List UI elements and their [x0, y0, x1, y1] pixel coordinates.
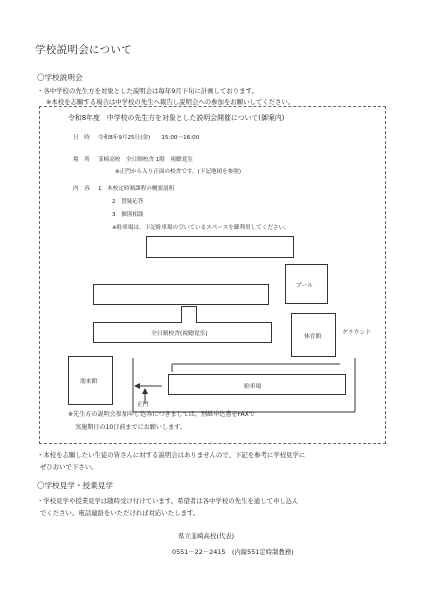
- place-label: 場 所: [73, 157, 90, 163]
- date-value: 令和8年9月25日(金) 15:00～16:00: [98, 135, 200, 141]
- map-ground-label: グラウンド: [342, 330, 371, 336]
- content-label: 内 容: [73, 186, 90, 192]
- after-note-line2: ぜひおいで下さい。: [40, 463, 98, 471]
- briefing-note: ※本校を志願する場合は中学校の先生へ報告し説明会への参加をお願いしてください。: [46, 98, 295, 106]
- map-hall-label: 朋来館: [80, 379, 98, 385]
- content-item-2: 2 質疑応答: [112, 199, 144, 205]
- map-gate-label: 正門: [137, 402, 149, 408]
- apply-note-line2: 実施期日の10日前までにお願いします。: [75, 424, 186, 431]
- content-item-1: 1 本校定時制課程の概要説明: [98, 186, 175, 192]
- place-value: 韮崎高校 全日制校舎 1階 視聴覚室: [98, 157, 193, 163]
- section-heading-visit: 〇学校見学・授業見学: [37, 481, 113, 490]
- contact-phone: 0551－22－2415 (内線551定時制教務): [172, 548, 294, 556]
- map-main-building-label: 全日制校舎(視聴覚室): [151, 331, 208, 337]
- visit-line2: でください。電話連絡をいただければ対応いたします。: [40, 509, 200, 517]
- map-pool-label: プール: [296, 283, 314, 289]
- parking-note: ※駐車場は、下記駐車場の空いているスペースを御利用してください。: [112, 225, 290, 231]
- date-label: 日 時: [73, 135, 90, 141]
- briefing-bullet: ・各中学校の先生方を対象とした説明会は毎年9月下旬に計画しております。: [37, 87, 258, 95]
- map-parking-label: 駐車場: [244, 384, 262, 390]
- place-note: ※正門から入り正面の校舎です。(下記地図を参照): [115, 169, 242, 175]
- after-note-line1: ・本校を志願したい生徒の皆さんに対する説明会はありませんので、下記を参考に学校見学に: [37, 451, 306, 459]
- page-title: 学校説明会について: [35, 44, 132, 56]
- notice-heading: 令和8年度 中学校の先生方を対象とした説明会開催について(御案内): [68, 114, 285, 122]
- content-item-3: 3 個別相談: [112, 212, 144, 218]
- contact-school: 県立韮崎高校(代表): [178, 532, 235, 540]
- section-heading-briefing: 〇学校説明会: [37, 73, 83, 82]
- apply-note-line1: ※先生方の説明会参加申し込みにつきましては、別紙申込書をFAXで: [68, 411, 255, 418]
- visit-line1: ・学校見学や授業見学は随時受け付けています。希望者は各中学校の先生を通して申し込ん: [37, 497, 299, 505]
- map-gym-label: 体育館: [304, 334, 322, 340]
